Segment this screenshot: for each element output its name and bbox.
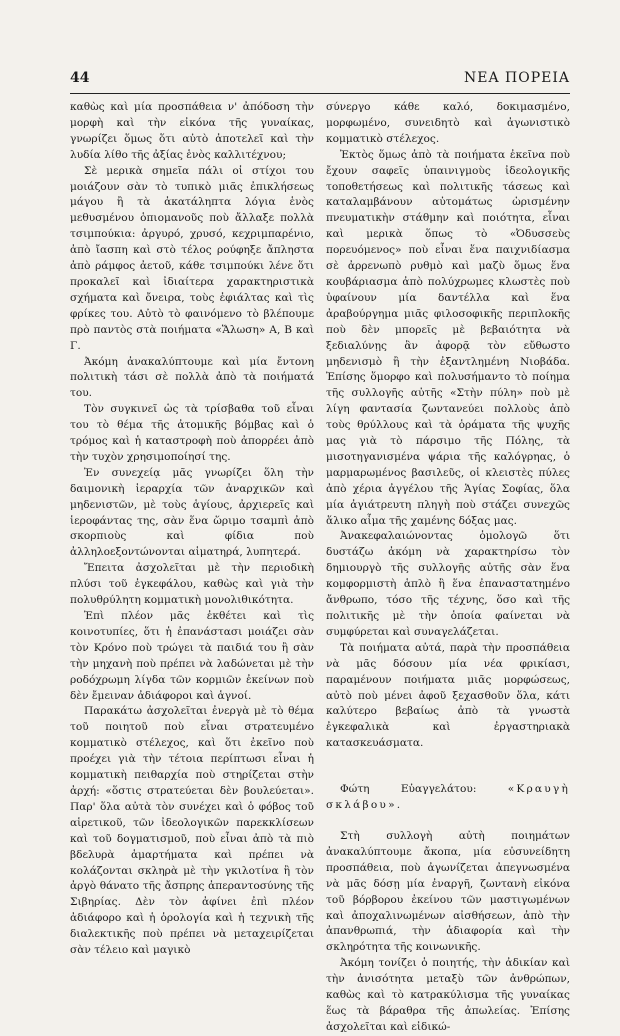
page-number: 44	[70, 70, 90, 86]
review-author: Φώτη	[340, 783, 370, 796]
review-title: «Κραυγὴ	[507, 783, 570, 796]
review-paragraph: Στὴ συλλογὴ αὐτὴ ποιημάτων ἀνακαλύπτουμε ἄκοπα, μία εὐσυνείδητη προσπάθεια, ποὺ ἀγωνίζεται ἀπεγνωσμένα νὰ μᾶς δόσῃ μία ἐναργῆ, ζωντανὴ εἰκόνα τοῦ βόρβορου ἐκείνου τῶν μαστιγωμένων καὶ ἀποχαλινωμένων αἰσθήσεων, ἀπὸ τὴν ἀπανθρωπιά, τὴν ἀδιαφορία καὶ τὴν σκληρότητα τῆς κοινωνικῆς.	[326, 829, 570, 954]
review-author-surname: Εὐαγγελάτου:	[400, 783, 477, 796]
review-heading	[326, 782, 570, 798]
paragraph: Ἐν συνεχείᾳ μᾶς γνωρίζει ὅλη τὴν δαιμονικὴ ἱεραρχία τῶν ἀναρχικῶν καὶ μηδενιστῶν, μὲ τοὺς ἁγίους, ἀρχιερεῖς καὶ ἱεροφάντας της, σὰν ἕνα ὥριμο τσαμπὶ ἀπὸ σκορπιοὺς καὶ φίδια ποὺ ἀλληλοεξοντώνονται αἱματηρά, λυπητερά.	[70, 466, 314, 559]
journal-title: ΝΕΑ ΠΟΡΕΙΑ	[464, 70, 570, 86]
review-title-continued: σκλάβου».	[326, 799, 403, 812]
paragraph: σύνεργο κάθε καλό, δοκιμασμένο, μορφωμένο, συνειδητὸ καὶ ἀγωνιστικὸ κομματικὸ στέλεχος.	[326, 101, 570, 145]
paragraph: Ἀκόμη ἀνακαλύπτουμε καὶ μία ἔντονη πολιτικὴ τάσι σὲ πολλὰ ἀπὸ τὰ ποιήματά του.	[70, 355, 314, 400]
right-column	[326, 100, 570, 1036]
paragraph: Τὰ ποιήματα αὐτά, παρὰ τὴν προσπάθεια νὰ μᾶς δόσουν μία νέα φρικίασι, παραμένουν ποιήματα μιᾶς μορφώσεως, αὐτὸ ποὺ μένει ἀφοῦ ξεχασθοῦν ὅλα, κάτι καλύτερο βεβαίως ἀπὸ τὰ γνωστὰ ἐγκεφαλικὰ καὶ ἐργαστηριακὰ κατασκευάσματα.	[326, 641, 570, 750]
paragraph: Ἐκτὸς ὅμως ἀπὸ τὰ ποιήματα ἐκεῖνα ποὺ ἔχουν σαφεῖς ὑπαινιγμοὺς ἰδεολογικῆς τοποθετήσεως καὶ πολιτικῆς τάσεως καὶ καταλαμβάνουν αὐτομάτως ὡρισμένην πνευματικὴν στάθμην καὶ ποιότητα, εἶναι καὶ μερικὰ ὅπως τὸ «Ὀδυσσεὺς πορευόμενος» ποὺ εἶναι ἕνα παιχνιδίασμα σὲ ἀρρενωπὸ ρυθμὸ καὶ μαζὺ ὅμως ἕνα κουβάριασμα ἀπὸ πολύχρωμες κλωστὲς ποὺ ὑφαίνουν μία δαντέλλα καὶ ἕνα ἀραβούργημα μιᾶς φιλοσοφικῆς περιπλοκῆς ποὺ δὲν μπορεῖς μὲ βεβαιότητα νὰ ξεδιαλύνῃς ἂν ἀφορᾷ τὸν εὔθωστο μηδενισμὸ ἢ τὴν ἐξαντλημένη Νιοβάδα. Ἐπίσης ὅμορφο καὶ πολυσήμαντο τὸ ποίημα τῆς συλλογῆς αὐτῆς «Στὴν πύλη» ποὺ μὲ λίγη φαντασία ζωντανεύει πολλοὺς ἀπὸ τοὺς θρύλλους καὶ τὰ ὁράματα τῆς ψυχῆς μας γιὰ τὸ πάρσιμο τῆς Πόλης, τὰ μισοτηγανισμένα ψάρια τῆς καλόγρηας, ὁ μαρμαρωμένος βασιλεῦς, οἱ κλειστὲς πύλες ἀπὸ χέρια ἀγγέλου τῆς Ἁγίας Σοφίας, ὅλα μία ἀγιάτρευτη πληγὴ ποὺ στάζει συνεχῶς ἅλικο αἷμα τῆς χαμένης δόξας μας.	[326, 148, 570, 527]
paragraph: καθὼς καὶ μία προσπάθεια ν' ἀπόδοση τὴν μορφὴ καὶ τὴν εἰκόνα τῆς γυναίκας, γνωρίζει ὅμως ὅτι αὐτὸ ἀποτελεῖ καὶ τὴν λυδία λίθο τῆς ἀξίας ἑνὸς καλλιτέχνου;	[70, 101, 314, 161]
paragraph: Παρακάτω ἀσχολεῖται ἐνεργὰ μὲ τὸ θέμα τοῦ ποιητοῦ ποὺ εἶναι στρατευμένο κομματικὸ στέλεχος, καὶ ὅτι ἐκεῖνο ποὺ προέχει γιὰ τὴν τέτοια περίπτωσι εἶναι ἡ κομματικὴ πειθαρχία ποὺ στηρίζεται στὴν ἀρχή: «ὅστις στρατεύεται δὲν βουλεύεται». Παρ' ὅλα αὐτὰ τὸν συνέχει καὶ ὁ φόβος τοῦ αἱρετικοῦ, τῶν ἰδεολογικῶν παρεκκλίσεων καὶ τοῦ δογματισμοῦ, ποὺ εἶναι ἀπὸ τὰ πιὸ βδελυρὰ ἁμαρτήματα καὶ πρέπει νὰ κολάζονται σκληρὰ μὲ τὴν γκιλοτίνα ἢ τὸν ἀργὸ θάνατο τῆς ἄσπρης ἀπεραντοσύνης τῆς Σιβηρίας. Δὲν τὸν ἀφίνει ἐπὶ πλέον ἀδιάφορο καὶ ἡ ὁρολογία καὶ ἡ τεχνικὴ τῆς διαλεκτικῆς ποὺ πρέπει νὰ μεταχειρίζεται σὰν τέλειο καὶ μαγικὸ	[70, 705, 314, 957]
paragraph: Ἀνακεφαλαιώνοντας ὁμολογῶ ὅτι δυστάζω ἀκόμη νὰ χαρακτηρίσω τὸν δημιουργὸ τῆς συλλογῆς αὐτῆς σὰν ἕνα κομφορμιστὴ ἁπλὸ ἢ ἕνα ἐπαναστατημένο ἄνθρωπο, τόσο τῆς τέχνης, ὅσο καὶ τῆς πολιτικῆς μὲ τὴν ὁποία φαίνεται νὰ συμφύρεται καὶ συναγελάζεται.	[326, 530, 570, 638]
paragraph: Ἔπειτα ἀσχολεῖται μὲ τὴν περιοδικὴ πλύσι τοῦ ἐγκεφάλου, καθὼς καὶ γιὰ τὴν πολυθρύλητη κομματικὴ μονολιθικότητα.	[70, 562, 314, 607]
paragraph: Ἐπὶ πλέον μᾶς ἐκθέτει καὶ τὶς κοινοτυπίες, ὅτι ἡ ἐπανάστασι μοιάζει σὰν τὸν Κρόνο ποὺ τρώγει τὰ παιδιά του ἢ σὰν τὴν μηχανὴ ποὺ πρέπει νὰ λαδώνεται μὲ τὴν ροδόχρωμη λίγδα τῶν κορμιῶν ἐκείνων ποὺ δὲν ἔμειναν ἀδιάφοροι καὶ ἁγνοί.	[70, 610, 314, 702]
section-spacer	[326, 752, 570, 782]
paragraph: Τὸν συγκινεῖ ὡς τὰ τρίσβαθα τοῦ εἶναι του τὸ θέμα τῆς ἀτομικῆς βόμβας καὶ ὁ τρόμος καὶ ἡ καταστροφὴ ποὺ ἀπορρέει ἀπὸ τὴν τυχὸν χρησιμοποίησί της.	[70, 403, 314, 463]
page-header	[70, 70, 570, 92]
header-rule	[70, 93, 570, 94]
paragraph: Σὲ μερικὰ σημεῖα πάλι οἱ στίχοι του μοιάζουν σὰν τὸ τυπικὸ μιᾶς ἐπικλήσεως μάγου ἢ τὰ ἀκατάληπτα λόγια ἑνὸς μεθυσμένου ὁπιομανοῦς ποὺ ἄλλαξε πολλὰ τσιμπούκια: ἀργυρό, χρυσό, κεχριμπαρένιο, ἀπὸ ἴασπη καὶ στὸ τέλος ρούφηξε ἄπληστα ἀπὸ ράμφος ἀετοῦ, κάθε τσιμπούκι λένε ὅτι προκαλεῖ καὶ ἰδιαίτερα χαρακτηριστικὰ σχήματα καὶ ὄνειρα, τοὺς ἐφιάλτας καὶ τὶς φρίκες του. Αὐτὸ τὸ φαινόμενο τὸ βλέπουμε πρὸ παντὸς στὰ ποιήματα «Ἅλωση» Α, Β καὶ Γ.	[70, 164, 314, 352]
left-column	[70, 100, 314, 959]
review-paragraph: Ἀκόμη τονίζει ὁ ποιητής, τὴν ἀδικίαν καὶ τὴν ἀνισότητα μεταξὺ τῶν ἀνθρώπων, καθὼς καὶ τὸ κατρακύλισμα τῆς γυναίκας ἕως τὰ βάραθρα τῆς ἀπωλείας. Ἐπίσης ἀσχολεῖται καὶ εἰδικώ-	[326, 957, 570, 1033]
